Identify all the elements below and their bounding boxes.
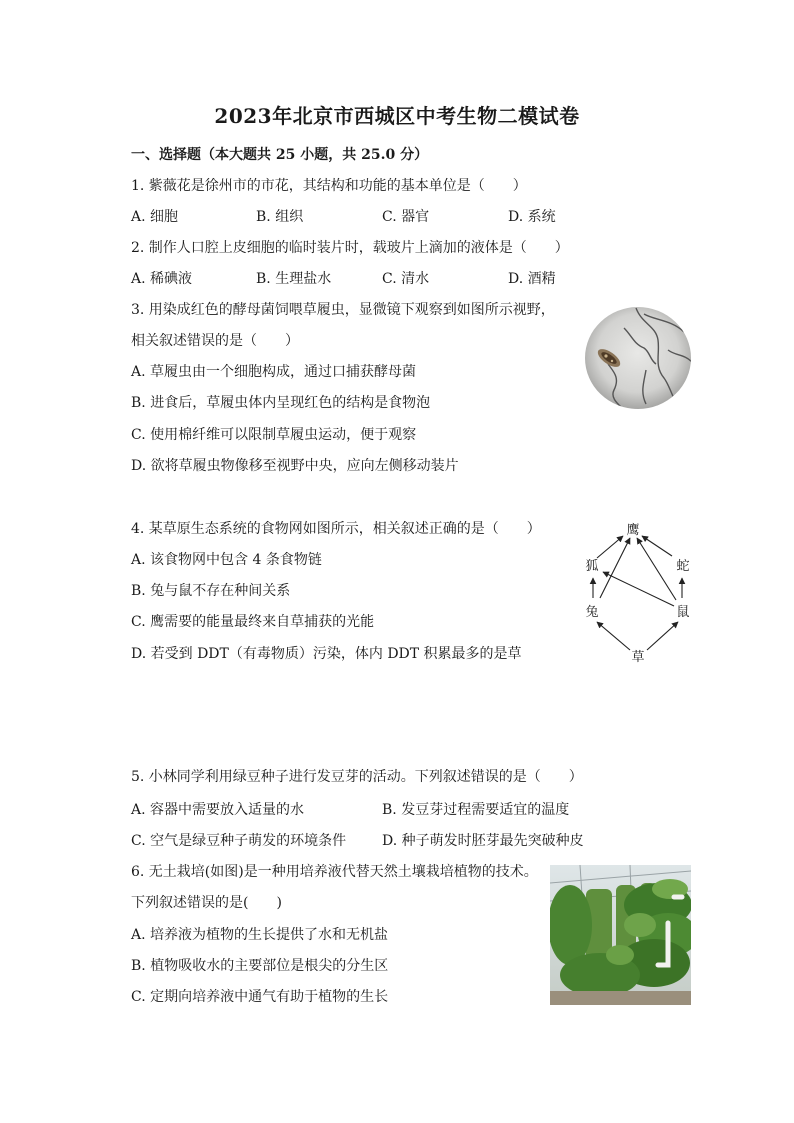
q5-option-a[interactable]: A. 容器中需要放入适量的水 — [131, 802, 305, 818]
edge-fox-eagle — [597, 536, 623, 558]
node-snake: 蛇 — [676, 559, 690, 574]
edge-mouse-fox — [603, 572, 674, 606]
q3-option-d[interactable]: D. 欲将草履虫物像移至视野中央，应向左侧移动装片 — [131, 458, 459, 474]
q4-option-a[interactable]: A. 该食物网中包含 4 条食物链 — [131, 552, 322, 568]
q5-option-c[interactable]: C. 空气是绿豆种子萌发的环境条件 — [131, 833, 347, 849]
q2-stem: 2. 制作人口腔上皮细胞的临时装片时，载玻片上滴加的液体是（ ） — [131, 240, 569, 256]
q1-option-d[interactable]: D. 系统 — [508, 209, 556, 225]
q3-option-a[interactable]: A. 草履虫由一个细胞构成，通过口捕获酵母菌 — [131, 364, 417, 380]
q6-stem-line2: 下列叙述错误的是( ) — [131, 895, 282, 911]
q6-stem-line1: 6. 无土栽培(如图)是一种用培养液代替天然土壤栽培植物的技术。 — [131, 864, 538, 880]
q1-option-b[interactable]: B. 组织 — [256, 209, 304, 225]
q4-stem: 4. 某草原生态系统的食物网如图所示，相关叙述正确的是（ ） — [131, 521, 541, 537]
q3-option-c[interactable]: C. 使用棉纤维可以限制草履虫运动，便于观察 — [131, 427, 417, 443]
node-fox: 狐 — [585, 559, 599, 574]
q2-option-b[interactable]: B. 生理盐水 — [256, 271, 332, 287]
q6-option-c[interactable]: C. 定期向培养液中通气有助于植物的生长 — [131, 989, 389, 1005]
q2-option-a[interactable]: A. 稀碘液 — [131, 271, 193, 287]
q3-option-b[interactable]: B. 进食后，草履虫体内呈现红色的结构是食物泡 — [131, 395, 431, 411]
node-eagle: 鹰 — [626, 523, 640, 538]
q4-option-b[interactable]: B. 兔与鼠不存在种间关系 — [131, 583, 291, 599]
q1-option-a[interactable]: A. 细胞 — [131, 209, 179, 225]
q1-stem: 1. 紫薇花是徐州市的市花，其结构和功能的基本单位是（ ） — [131, 178, 527, 194]
q5-option-b[interactable]: B. 发豆芽过程需要适宜的温度 — [382, 802, 570, 818]
q5-option-d[interactable]: D. 种子萌发时胚芽最先突破种皮 — [382, 833, 584, 849]
section-heading: 一、选择题（本大题共 25 小题，共 25.0 分） — [131, 147, 429, 163]
page-title: 2023年北京市西城区中考生物二模试卷 — [214, 104, 580, 128]
q3-stem-line2: 相关叙述错误的是（ ） — [131, 333, 299, 349]
node-mouse: 鼠 — [676, 605, 690, 620]
q2-option-c[interactable]: C. 清水 — [382, 271, 430, 287]
q3-stem-line1: 3. 用染成红色的酵母菌饲喂草履虫，显微镜下观察到如图所示视野， — [131, 302, 555, 318]
edge-rabbit-eagle — [600, 538, 630, 598]
q2-option-d[interactable]: D. 酒精 — [508, 271, 556, 287]
microscope-image — [584, 306, 692, 410]
q4-option-d[interactable]: D. 若受到 DDT（有毒物质）污染，体内 DDT 积累最多的是草 — [131, 646, 522, 662]
edge-grass-mouse — [647, 622, 678, 650]
q4-option-c[interactable]: C. 鹰需要的能量最终来自草捕获的光能 — [131, 614, 375, 630]
food-web-diagram — [580, 518, 700, 664]
node-rabbit: 兔 — [585, 605, 599, 620]
hydroponics-photo — [550, 865, 691, 1005]
q1-option-c[interactable]: C. 器官 — [382, 209, 430, 225]
node-grass: 草 — [631, 650, 645, 664]
q5-stem: 5. 小林同学利用绿豆种子进行发豆芽的活动。下列叙述错误的是（ ） — [131, 769, 583, 785]
q6-option-a[interactable]: A. 培养液为植物的生长提供了水和无机盐 — [131, 927, 389, 943]
q6-option-b[interactable]: B. 植物吸收水的主要部位是根尖的分生区 — [131, 958, 389, 974]
edge-grass-rabbit — [597, 622, 630, 650]
